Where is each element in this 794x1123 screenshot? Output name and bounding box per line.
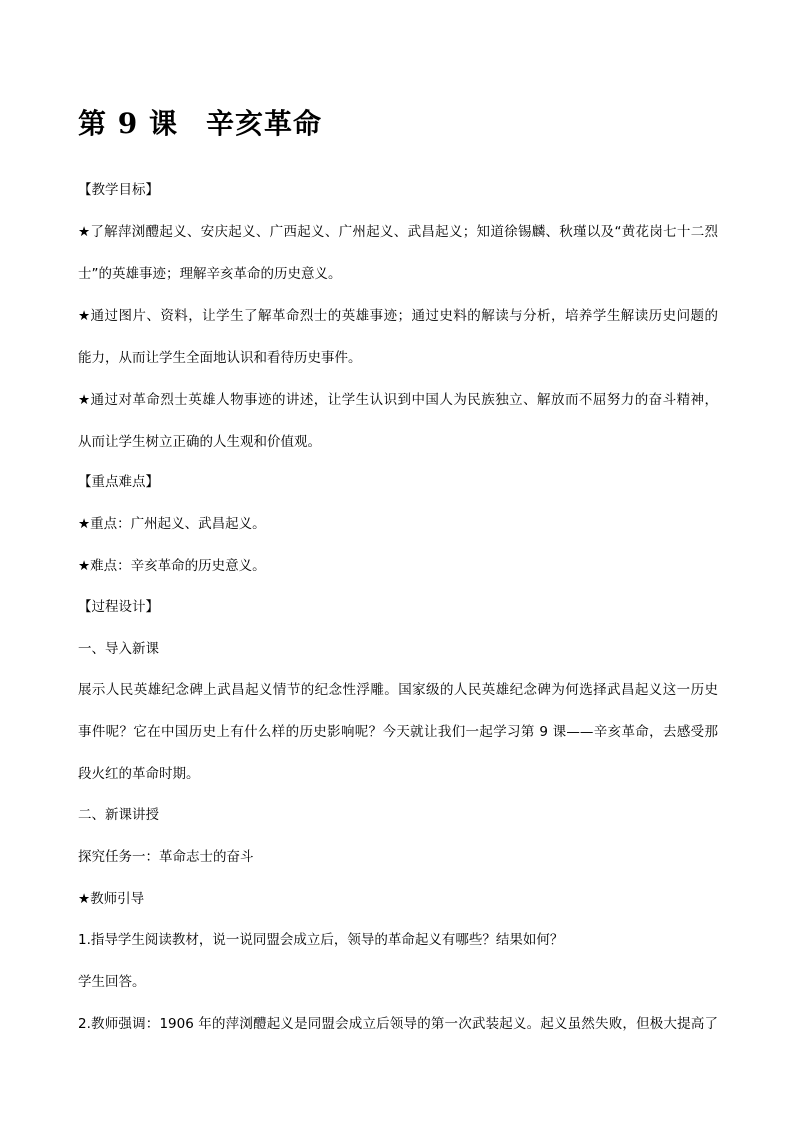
paragraph-line: ★通过对革命烈士英雄人物事迹的讲述，让学生认识到中国人为民族独立、解放而不屈努力的奋斗精神，: [78, 392, 718, 408]
paragraph-line: ★通过图片、资料，让学生了解革命烈士的英雄事迹；通过史料的解读与分析，培养学生解读历史问题的: [78, 308, 718, 324]
lesson-name: 辛亥革命: [205, 107, 322, 140]
subheading-new-lesson: 二、新课讲授: [78, 807, 159, 823]
section-heading-key-points: 【重点难点】: [78, 474, 159, 490]
page-title: [78, 104, 322, 144]
paragraph-line: ★重点：广州起义、武昌起义。: [78, 516, 266, 532]
lesson-number: 第 9 课: [78, 107, 178, 140]
paragraph-line: 2.教师强调：1906 年的萍浏醴起义是同盟会成立后领导的第一次武装起义。起义虽然失败，但极大提高了: [78, 1016, 718, 1032]
paragraph-line: ★难点：辛亥革命的历史意义。: [78, 558, 266, 574]
paragraph-line: ★教师引导: [78, 891, 145, 907]
section-heading-process: 【过程设计】: [78, 599, 159, 615]
paragraph-line: 学生回答。: [78, 974, 146, 990]
paragraph-line: 士”的英雄事迹；理解辛亥革命的历史意义。: [78, 266, 342, 282]
subheading-intro: 一、导入新课: [78, 641, 159, 657]
paragraph-line: 段火红的革命时期。: [78, 766, 200, 782]
paragraph-line: 展示人民英雄纪念碑上武昌起义情节的纪念性浮雕。国家级的人民英雄纪念碑为何选择武昌起义这一历史: [78, 682, 718, 698]
paragraph-line: 事件呢？它在中国历史上有什么样的历史影响呢？今天就让我们一起学习第 9 课——辛亥革命，去感受那: [78, 724, 718, 740]
task-heading: 探究任务一：革命志士的奋斗: [78, 849, 254, 865]
paragraph-line: ★了解萍浏醴起义、安庆起义、广西起义、广州起义、武昌起义；知道徐锡麟、秋瑾以及“黄花岗七十二烈: [78, 224, 718, 240]
paragraph-line: 1.指导学生阅读教材，说一说同盟会成立后，领导的革命起义有哪些？结果如何？: [78, 932, 564, 948]
paragraph-line: 从而让学生树立正确的人生观和价值观。: [78, 434, 321, 450]
section-heading-objectives: 【教学目标】: [78, 182, 159, 198]
paragraph-line: 能力，从而让学生全面地认识和看待历史事件。: [78, 350, 362, 366]
